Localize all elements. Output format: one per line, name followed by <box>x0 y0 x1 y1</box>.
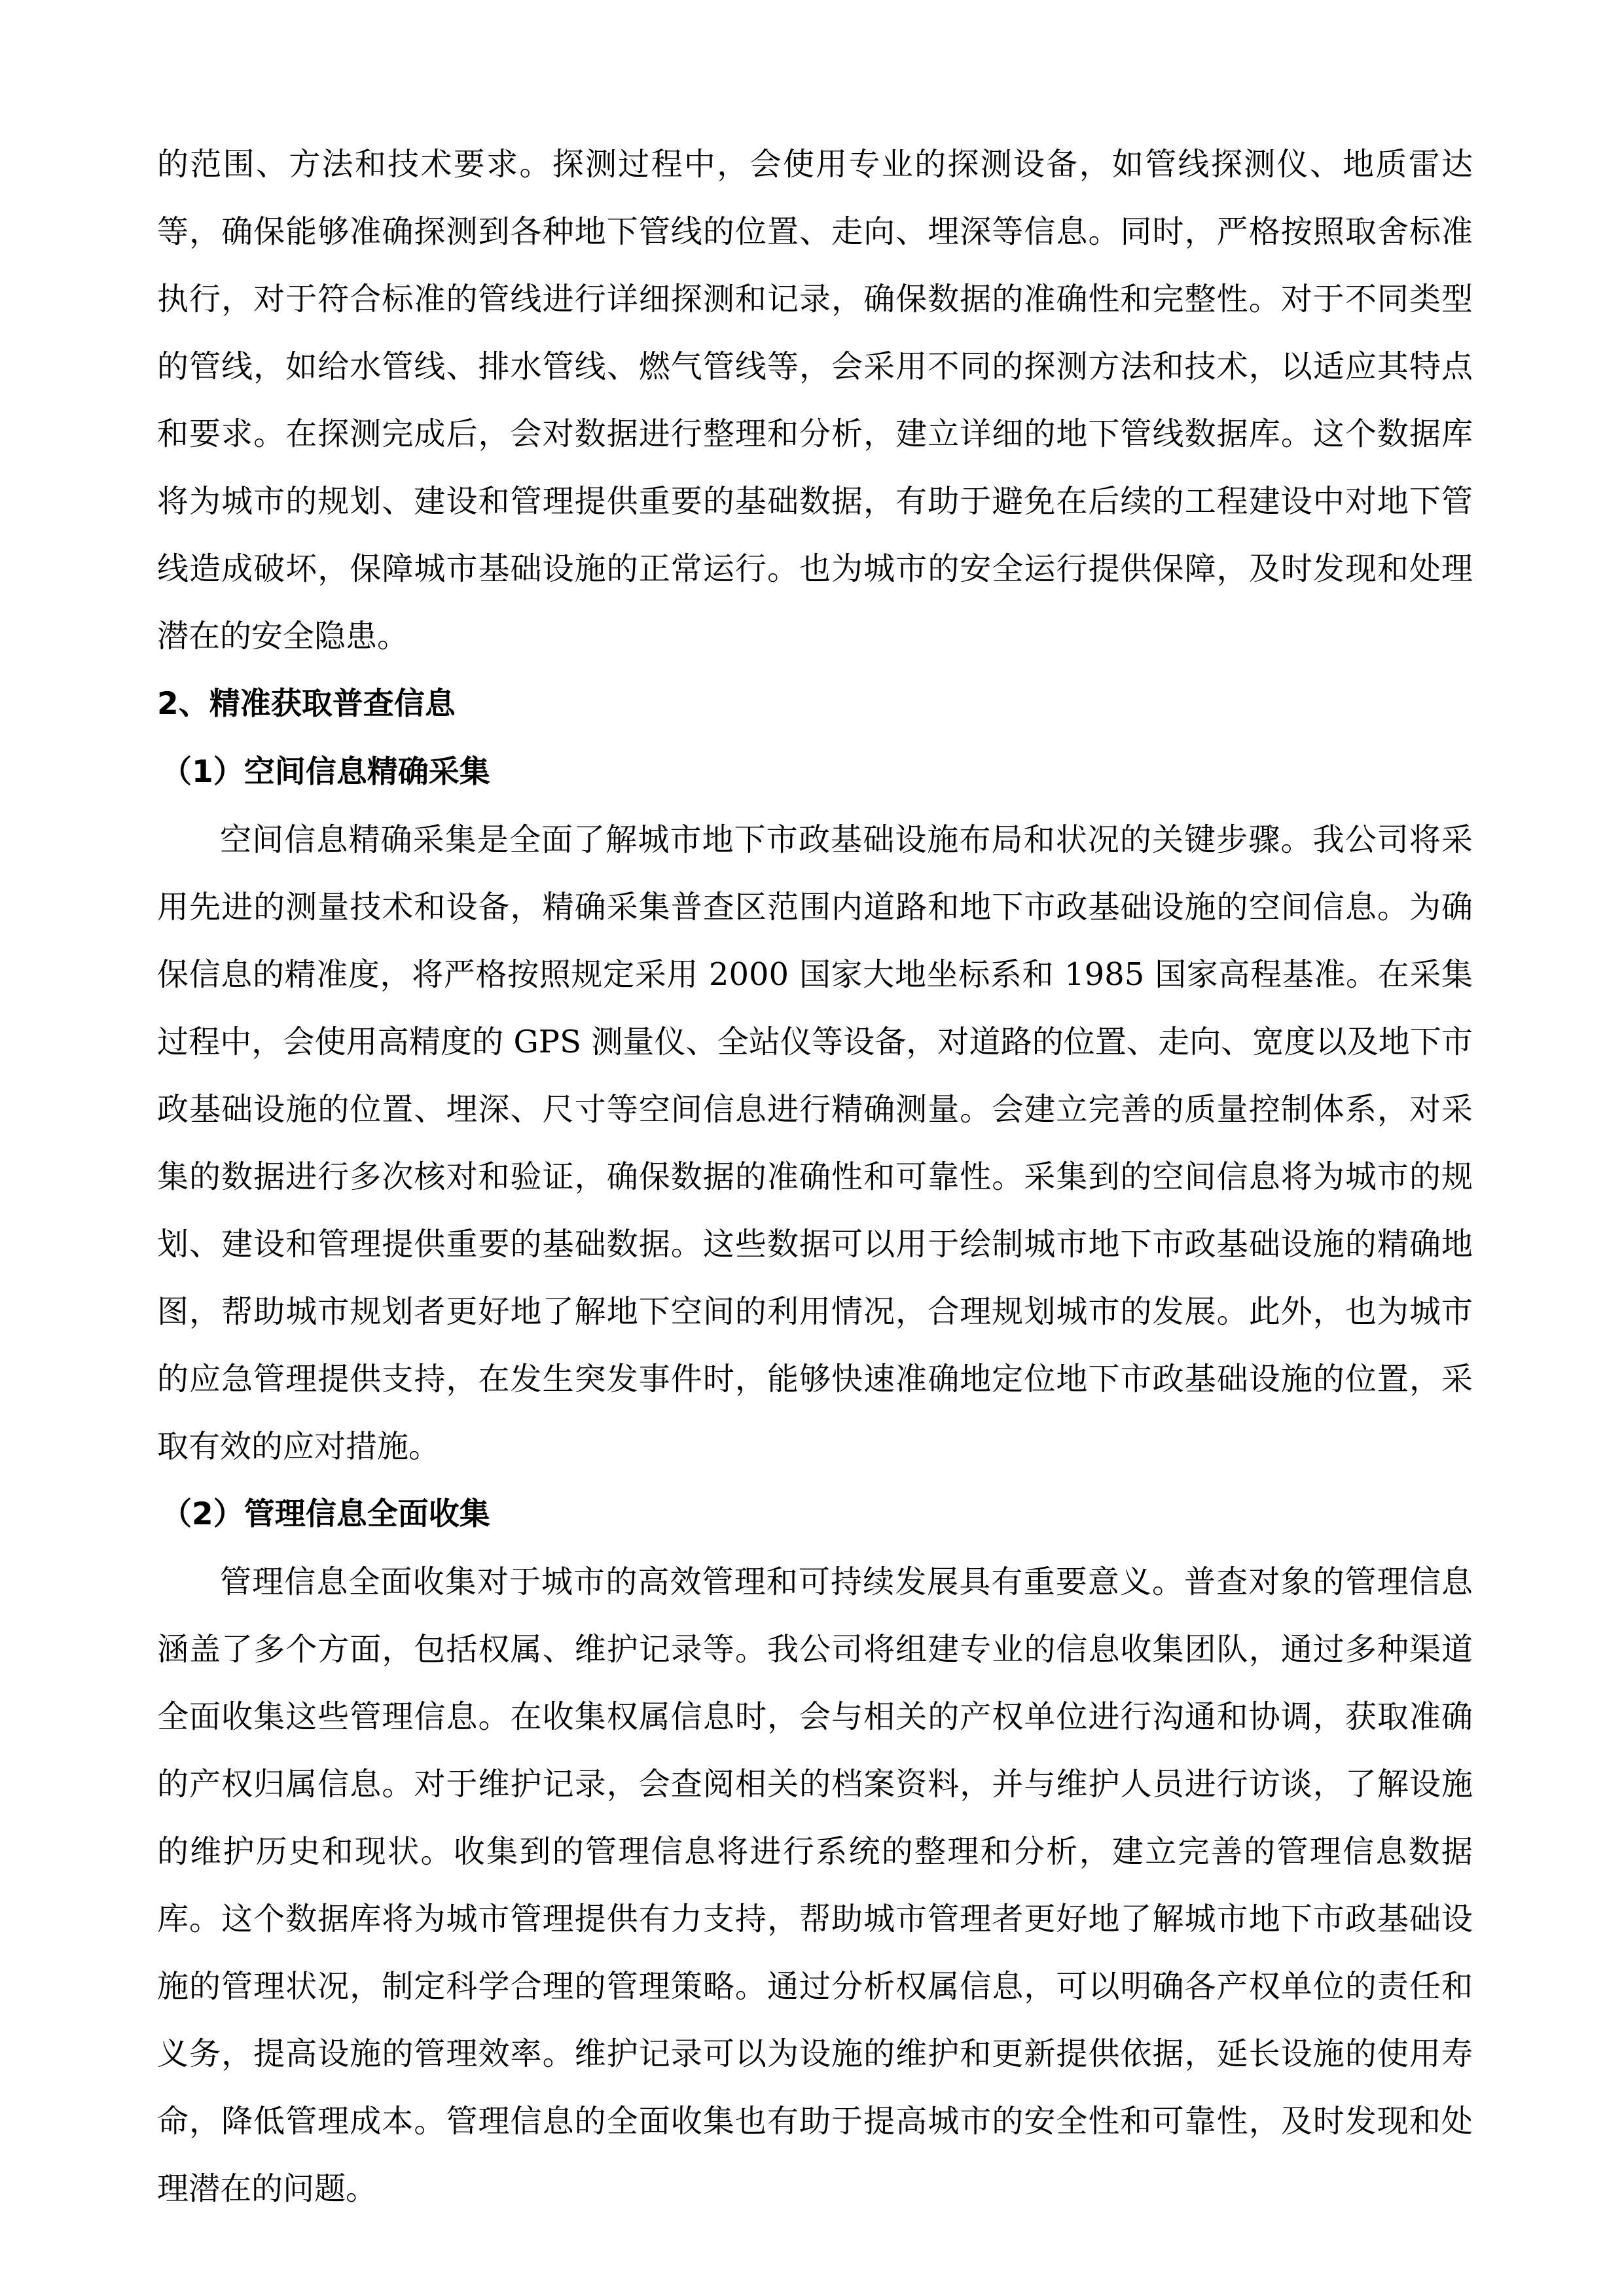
document-page <box>157 131 1473 2223</box>
section-heading: 2、精准获取普查信息 <box>157 686 456 722</box>
body-paragraph: 空间信息精确采集是全面了解城市地下市政基础设施布局和状况的关键步骤。我公司将采用先进的测量技术和设备，精确采集普查区范围内道路和地下市政基础设施的空间信息。为确保信息的精准度，将严格按照规定采用 2000 国家大地坐标系和 1985 国家高程基准。在采集过程中，会使用高精度的 GPS 测量仪、全站仪等设备，对道路的位置、走向、宽度以及地下市政基础设施的位置、埋深、尺寸等空间信息进行精确测量。会建立完善的质量控制体系，对采集的数据进行多次核对和验证，确保数据的准确性和可靠性。采集到的空间信息将为城市的规划、建设和管理提供重要的基础数据。这些数据可以用于绘制城市地下市政基础设施的精确地图，帮助城市规划者更好地了解地下空间的利用情况，合理规划城市的发展。此外，也为城市的应急管理提供支持，在发生突发事件时，能够快速准确地定位地下市政基础设施的位置，采取有效的应对措施。 <box>157 821 1473 1465</box>
body-paragraph: 的范围、方法和技术要求。探测过程中，会使用专业的探测设备，如管线探测仪、地质雷达等，确保能够准确探测到各种地下管线的位置、走向、埋深等信息。同时，严格按照取舍标准执行，对于符合标准的管线进行详细探测和记录，确保数据的准确性和完整性。对于不同类型的管线，如给水管线、排水管线、燃气管线等，会采用不同的探测方法和技术，以适应其特点和要求。在探测完成后，会对数据进行整理和分析，建立详细的地下管线数据库。这个数据库将为城市的规划、建设和管理提供重要的基础数据，有助于避免在后续的工程建设中对地下管线造成破坏，保障城市基础设施的正常运行。也为城市的安全运行提供保障，及时发现和处理潜在的安全隐患。 <box>157 146 1473 655</box>
subsection-heading: （1）空间信息精确采集 <box>161 754 490 790</box>
subsection-heading: （2）管理信息全面收集 <box>161 1496 490 1532</box>
body-paragraph: 管理信息全面收集对于城市的高效管理和可持续发展具有重要意义。普查对象的管理信息涵盖了多个方面，包括权属、维护记录等。我公司将组建专业的信息收集团队，通过多种渠道全面收集这些管理信息。在收集权属信息时，会与相关的产权单位进行沟通和协调，获取准确的产权归属信息。对于维护记录，会查阅相关的档案资料，并与维护人员进行访谈，了解设施的维护历史和现状。收集到的管理信息将进行系统的整理和分析，建立完善的管理信息数据库。这个数据库将为城市管理提供有力支持，帮助城市管理者更好地了解城市地下市政基础设施的管理状况，制定科学合理的管理策略。通过分析权属信息，可以明确各产权单位的责任和义务，提高设施的管理效率。维护记录可以为设施的维护和更新提供依据，延长设施的使用寿命，降低管理成本。管理信息的全面收集也有助于提高城市的安全性和可靠性，及时发现和处理潜在的问题。 <box>157 1564 1473 2207</box>
